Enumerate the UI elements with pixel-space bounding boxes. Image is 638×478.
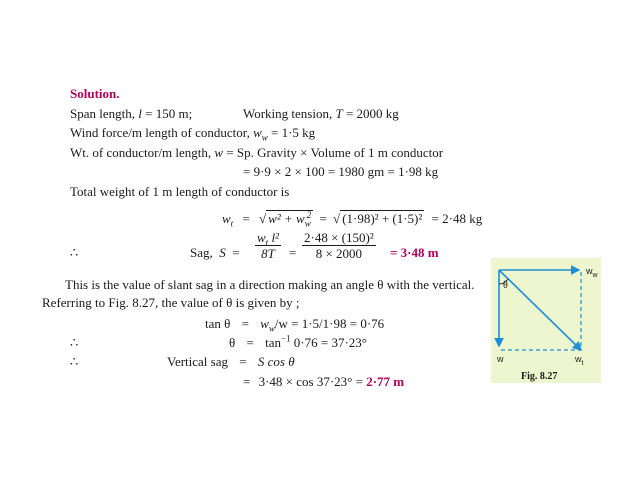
working-tension: Working tension, T = 2000 kg	[243, 106, 399, 121]
total-weight-line: Total weight of 1 m length of conductor is	[70, 184, 290, 199]
therefore-symbol-3: ∴	[70, 354, 79, 369]
therefore-symbol: ∴	[70, 245, 79, 260]
wind-force-line: Wind force/m length of conductor, $w_w = 1\cdot 5$ kg	[70, 125, 316, 143]
figure-8-27	[491, 258, 601, 383]
vertical-sag-equation: Vertical sag = S cos θ	[167, 354, 295, 369]
final-equation: = 3·48 × cos 37·23° = 2·77 m	[243, 374, 405, 389]
resultant-arrow	[499, 270, 581, 350]
sag-equals-2: =	[289, 245, 297, 260]
force-diagram	[491, 258, 601, 383]
ww-label: $w_w$	[586, 266, 598, 279]
theta-equation: $\theta = \tan^{-1} 0\cdot 76 = 37\cdot 23^\circ$	[229, 333, 367, 350]
solution-heading: Solution.	[70, 86, 120, 101]
weight-calc-line: = 9·9 × 2 × 100 = 1980 gm = 1·98 kg	[243, 164, 439, 179]
slant-sag-paragraph: This is the value of slant sag in a direction making an angle θ with the vertical.	[65, 277, 475, 292]
w-label: w	[497, 354, 504, 364]
sag-result: = 3·48 m	[390, 245, 439, 260]
figure-caption: Fig. 8.27	[521, 371, 558, 382]
tan-equation: $\tan \theta = w_w/w = 1\cdot 5/1\cdot 98 = 0\cdot 76$	[205, 316, 385, 334]
therefore-symbol-2: ∴	[70, 335, 79, 350]
span-length-line: Span length, l = 150 m;	[70, 106, 193, 121]
referring-paragraph: Referring to Fig. 8.27, the value of θ is given by ;	[42, 295, 300, 310]
theta-label: θ	[503, 280, 508, 291]
sag-fraction-1: $\frac{w_t l^2}{8T}$	[257, 230, 279, 261]
weight-line: Wt. of conductor/m length, w = Sp. Gravity × Volume of 1 m conductor	[70, 145, 444, 160]
wt-label: $w_t$	[575, 354, 584, 367]
weight-equation: $w_t$ = √ $w^2 + w_w^2$ = √ (1·98)² + (1·5)² = 2·48 kg	[222, 209, 483, 229]
sag-label: Sag, S =	[190, 245, 240, 260]
sag-fraction-2: $\frac{\text{2·48 × (150)²}}{8 \times 2000}$	[304, 230, 374, 261]
